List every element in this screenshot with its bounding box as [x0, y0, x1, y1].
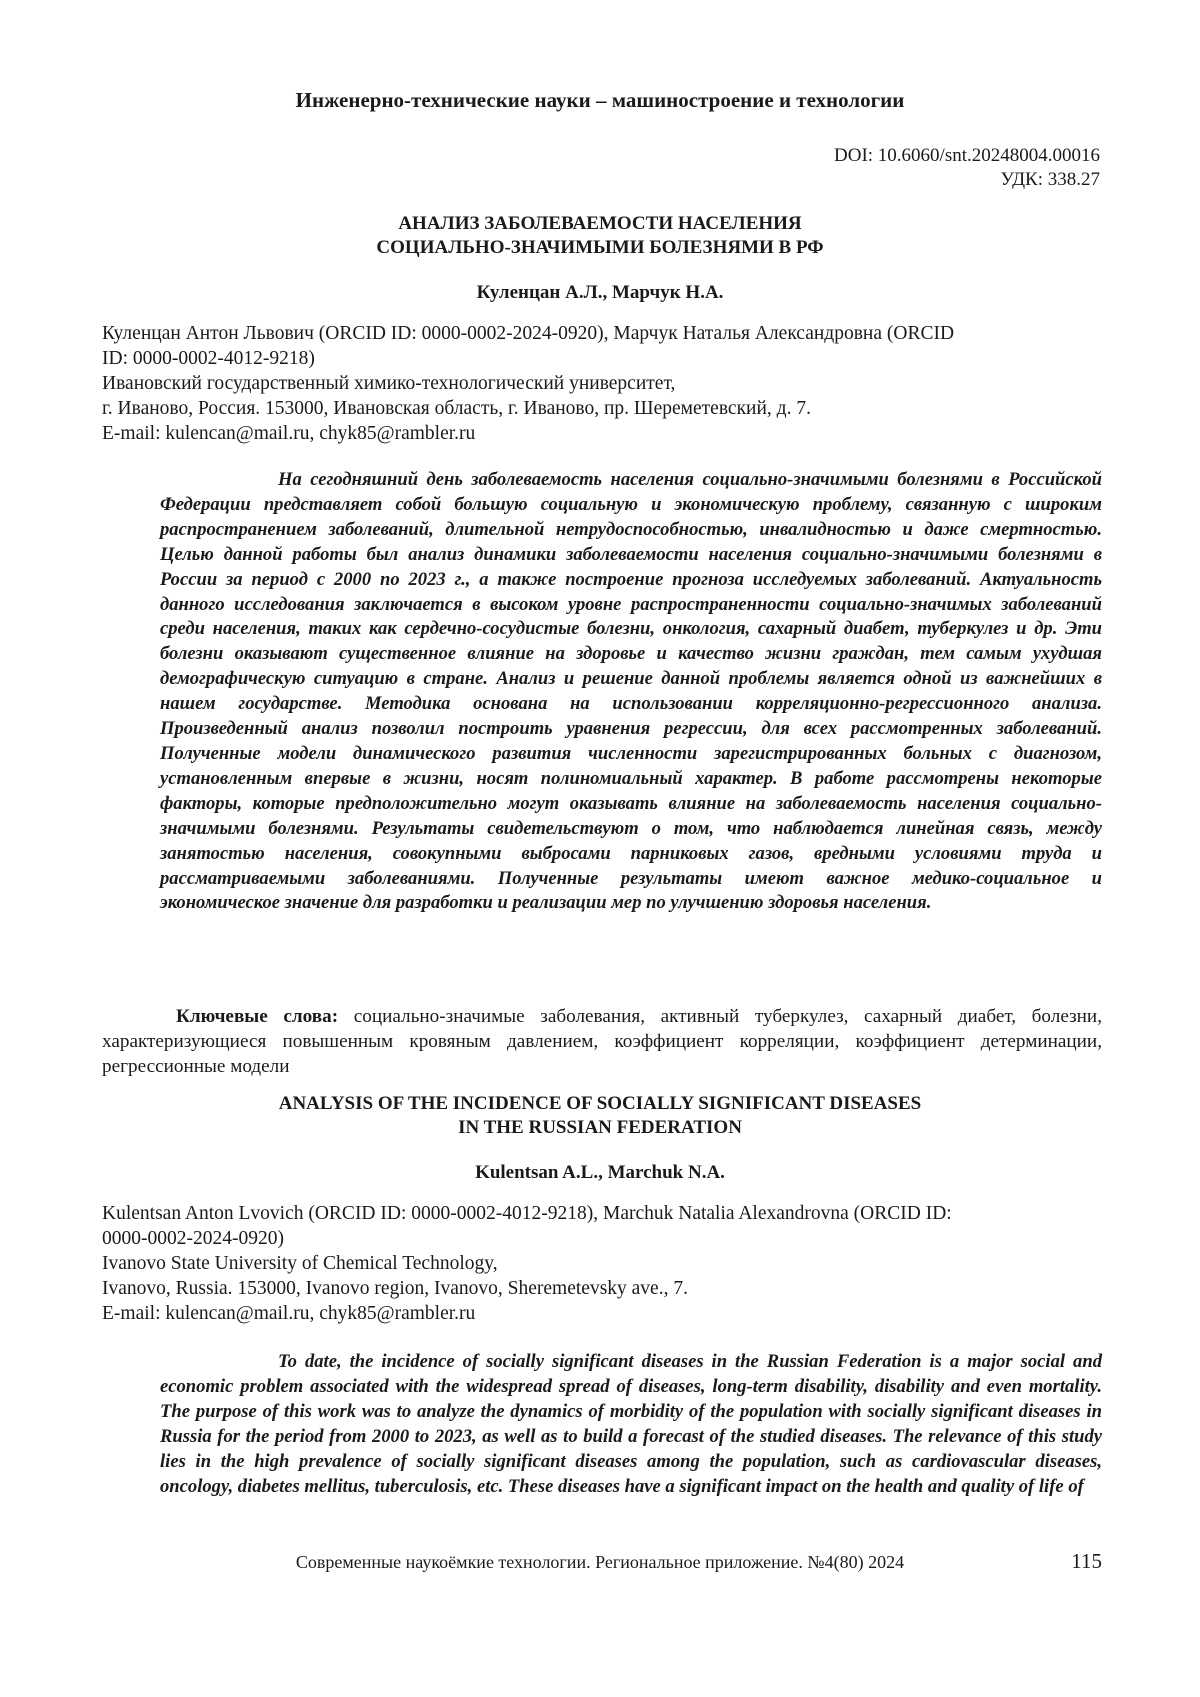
ru-keywords: [102, 1004, 1102, 1079]
doi[interactable]: DOI: 10.6060/snt.20248004.00016: [834, 145, 1100, 166]
ru-abstract: На сегодняшний день заболеваемость населения социально-значимыми болезнями в Российской Федерации представляет собой большую социальную и экономическую проблему, связанную с широким распространением заболеваний, длительной нетрудоспособностью, инвалидностью и даже смертностью. Целью данной работы был анализ динамики заболеваемости населения социально-значимыми болезнями в России за период с 2000 по 2023 г., а также построение прогноза исследуемых заболеваний. Актуальность данного исследования заключается в высоком уровне распространенности социально-значимых заболеваний среди населения, таких как сердечно-сосудистые болезни, онкология, сахарный диабет, туберкулез и др. Эти болезни оказывают существенное влияние на здоровье и качество жизни граждан, тем самым ухудшая демографическую ситуацию в стране. Анализ и решение данной проблемы является одной из важнейших в нашем государстве. Методика основана на использовании корреляционно-регрессионного анализа. Произведенный анализ позволил построить уравнения регрессии, для всех рассмотренных заболеваний. Полученные модели динамического развития численности зарегистрированных больных с диагнозом, установленным впервые в жизни, носят полиномиальный характер. В работе рассмотрены некоторые факторы, которые предположительно могут оказывать влияние на заболеваемость населения социально-значимыми болезнями. Результаты свидетельствуют о том, что наблюдается линейная связь, между занятостью населения, совокупными выбросами парниковых газов, вредными условиями труда и рассматриваемыми заболеваниями. Полученные результаты имеют важное медико-социальное и экономическое значение для разработки и реализации мер по улучшению здоровья населения.: [160, 469, 1102, 914]
ru-affiliation: Ивановский государственный химико-технологический университет,: [102, 373, 676, 394]
ru-title: [0, 212, 1200, 260]
en-authors: Kulentsan A.L., Marchuk N.A.: [475, 1162, 725, 1183]
keywords-label: Ключевые слова:: [176, 1006, 339, 1027]
ru-title-line-1: АНАЛИЗ ЗАБОЛЕВАЕМОСТИ НАСЕЛЕНИЯ: [398, 213, 802, 234]
section-header: Инженерно-технические науки – машиностроение и технологии: [295, 88, 905, 112]
page-number: 115: [1071, 1549, 1102, 1573]
article-identifiers: [834, 144, 1100, 192]
en-abstract: To date, the incidence of socially significant diseases in the Russian Federation is a major social and economic problem associated with the widespread spread of diseases, long-term disability, disability and even mortality. The purpose of this work was to analyze the dynamics of morbidity of the population with socially significant diseases in Russia for the period from 2000 to 2023, as well as to build a forecast of the studied diseases. The relevance of this study lies in the high prevalence of socially significant diseases among the population, such as cardiovascular diseases, oncology, diabetes mellitus, tuberculosis, etc. These diseases have a significant impact on the health and quality of life of: [160, 1351, 1102, 1497]
udk: УДК: 338.27: [1000, 169, 1100, 190]
en-author-orcid-line-2: 0000-0002-2024-0920): [102, 1228, 284, 1249]
ru-author-details: [102, 321, 1102, 446]
en-author-orcid-line-1: Kulentsan Anton Lvovich (ORCID ID: 0000-0002-4012-9218), Marchuk Natalia Alexandrovna (ORCID ID:: [102, 1203, 952, 1224]
footer-journal: Современные наукоёмкие технологии. Региональное приложение. №4(80) 2024: [295, 1552, 905, 1572]
en-title-line-1: ANALYSIS OF THE INCIDENCE OF SOCIALLY SIGNIFICANT DISEASES: [278, 1093, 922, 1114]
ru-author-orcid-line-1: Куленцан Антон Львович (ORCID ID: 0000-0002-2024-0920), Марчук Наталья Александровна (ORCID: [102, 323, 955, 344]
ru-email[interactable]: E-mail: kulencan@mail.ru, chyk85@rambler.ru: [102, 423, 476, 444]
en-title: [0, 1092, 1200, 1140]
ru-address: г. Иваново, Россия. 153000, Ивановская область, г. Иваново, пр. Шереметевский, д. 7.: [102, 398, 811, 419]
en-title-line-2: IN THE RUSSIAN FEDERATION: [458, 1117, 742, 1138]
en-author-details: [102, 1201, 1102, 1326]
ru-author-orcid-line-2: ID: 0000-0002-4012-9218): [102, 348, 315, 369]
ru-title-line-2: СОЦИАЛЬНО-ЗНАЧИМЫМИ БОЛЕЗНЯМИ В РФ: [376, 237, 824, 258]
en-affiliation: Ivanovo State University of Chemical Technology,: [102, 1253, 498, 1274]
keywords-text: социально-значимые заболевания, активный туберкулез, сахарный диабет, болезни, характеризующиеся повышенным кровяным давлением, коэффициент корреляции, коэффициент детерминации, регрессионные модели: [102, 1006, 1102, 1077]
ru-authors: Куленцан А.Л., Марчук Н.А.: [476, 282, 724, 303]
en-address: Ivanovo, Russia. 153000, Ivanovo region, Ivanovo, Sheremetevsky ave., 7.: [102, 1278, 688, 1299]
en-email[interactable]: E-mail: kulencan@mail.ru, chyk85@rambler.ru: [102, 1303, 476, 1324]
